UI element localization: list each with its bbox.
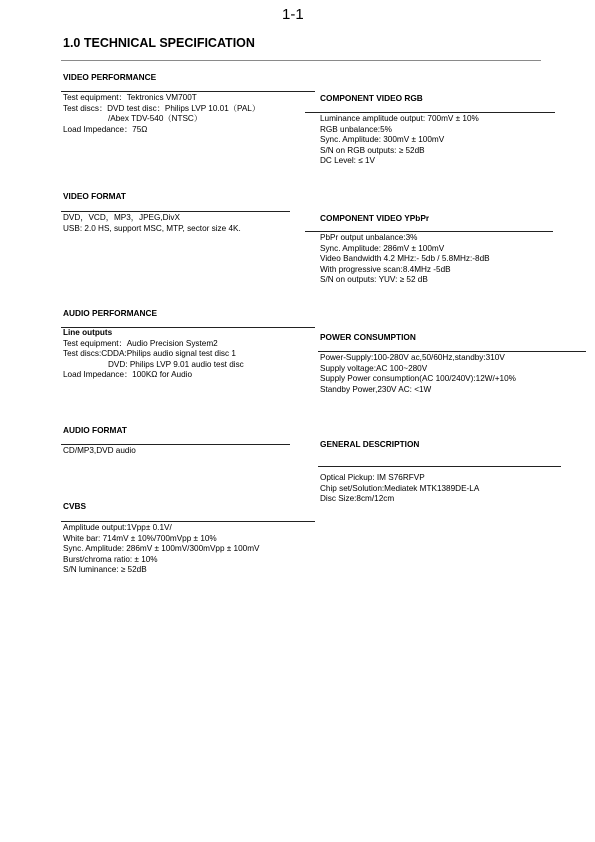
spec-line: S/N luminance: ≥ 52dB — [63, 565, 147, 574]
spec-line: Amplitude output:1Vpp± 0.1V/ — [63, 523, 172, 532]
section-heading-component-video-ypbpr: COMPONENT VIDEO YPbPr — [320, 213, 430, 223]
spec-line: RGB unbalance:5% — [320, 124, 392, 134]
spec-line: Video Bandwidth 4.2 MHz:- 5db / 5.8MHz:-8dB — [320, 254, 490, 263]
section-heading-cvbs: CVBS — [63, 501, 87, 511]
section-body-general-description — [320, 473, 479, 505]
section-body-video-performance — [63, 93, 260, 135]
spec-line: DC Level: ≤ 1V — [320, 156, 376, 165]
spec-line: PbPr output unbalance:3% — [320, 233, 418, 242]
spec-line: Optical Pickup: IM S76RFVP — [320, 473, 425, 482]
title-divider — [61, 60, 541, 61]
section-heading-audio-format: AUDIO FORMAT — [63, 425, 127, 435]
spec-line: Load Impedance：75Ω — [63, 124, 148, 134]
section-heading-power-consumption: POWER CONSUMPTION — [320, 332, 416, 342]
spec-line: DVD: Philips LVP 9.01 audio test disc — [108, 359, 244, 369]
spec-line: DVD，VCD，MP3，JPEG,DivX — [63, 213, 180, 222]
spec-line: CD/MP3,DVD audio — [63, 446, 136, 455]
spec-line: Sync. Amplitude: 286mV ± 100mV/300mVpp ± 100mV — [63, 544, 260, 553]
spec-line: Supply Power consumption(AC 100/240V):12W/+10% — [320, 374, 516, 383]
spec-line: S/N on RGB outputs: ≥ 52dB — [320, 145, 425, 155]
section-body-component-video-ypbpr — [320, 233, 490, 286]
section-heading-component-video-rgb: COMPONENT VIDEO RGB — [320, 93, 423, 103]
section-heading-audio-performance: AUDIO PERFORMANCE — [63, 308, 158, 318]
spec-line: Power-Supply:100-280V ac,50/60Hz,standby:310V — [320, 353, 505, 362]
spec-line: Sync. Amplitude: 286mV ± 100mV — [320, 243, 445, 253]
spec-line: White bar: 714mV ± 10%/700mVpp ± 10% — [63, 533, 217, 543]
spec-line: Load Impedance：100KΩ for Audio — [63, 370, 193, 379]
section-body-audio-format — [63, 446, 136, 457]
spec-line: Test discs：DVD test disc：Philips LVP 10.01（PAL） — [63, 103, 261, 113]
document-title: 1.0 TECHNICAL SPECIFICATION — [63, 36, 255, 50]
spec-line: Chip set/Solution:Mediatek MTK1389DE-LA — [320, 483, 480, 493]
section-heading-general-description: GENERAL DESCRIPTION — [320, 439, 420, 449]
section-rule — [305, 112, 555, 113]
section-body-audio-performance — [63, 328, 244, 381]
section-body-cvbs — [63, 523, 260, 576]
spec-subheading: Line outputs — [63, 328, 113, 337]
spec-line: S/N on outputs: YUV: ≥ 52 dB — [320, 275, 428, 284]
section-body-component-video-rgb — [320, 114, 479, 167]
spec-line: Test equipment：Audio Precision System2 — [63, 338, 218, 348]
spec-line: Burst/chroma ratio: ± 10% — [63, 554, 158, 564]
spec-line: USB: 2.0 HS, support MSC, MTP, sector size 4K. — [63, 223, 241, 233]
section-rule — [305, 231, 553, 232]
spec-line: Luminance amplitude output: 700mV ± 10% — [320, 114, 479, 123]
spec-line: Test discs:CDDA:Philips audio signal test disc 1 — [63, 349, 236, 358]
section-body-power-consumption — [320, 353, 516, 395]
section-heading-video-performance: VIDEO PERFORMANCE — [63, 72, 157, 82]
section-rule — [318, 351, 586, 352]
section-rule — [318, 466, 561, 467]
page-number: 1-1 — [282, 6, 304, 23]
spec-line: Sync. Amplitude: 300mV ± 100mV — [320, 135, 445, 144]
section-rule — [61, 211, 290, 212]
spec-line: Disc Size:8cm/12cm — [320, 494, 395, 503]
spec-line: With progressive scan:8.4MHz -5dB — [320, 264, 451, 274]
spec-line: Supply voltage:AC 100~280V — [320, 363, 428, 373]
section-rule — [61, 521, 315, 522]
spec-line: /Abex TDV-540（NTSC） — [108, 114, 203, 123]
section-rule — [61, 444, 290, 445]
section-rule — [61, 91, 315, 92]
section-heading-video-format: VIDEO FORMAT — [63, 191, 126, 201]
spec-line: Test equipment：Tektronics VM700T — [63, 93, 197, 102]
section-body-video-format — [63, 213, 241, 234]
spec-line: Standby Power,230V AC: <1W — [320, 384, 432, 394]
